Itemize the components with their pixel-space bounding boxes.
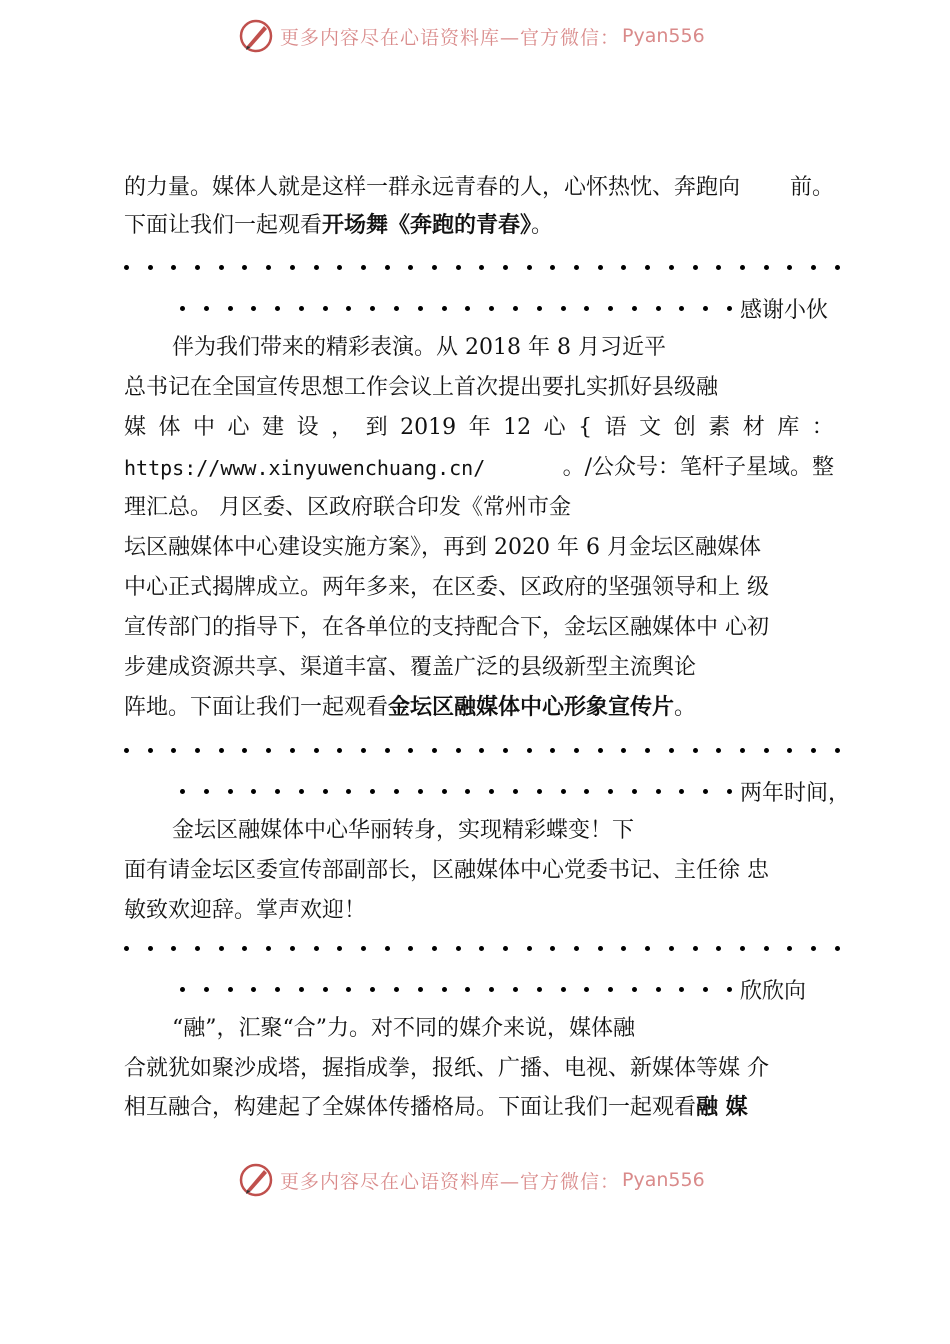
spaced-word: {: [578, 415, 593, 440]
separator-dot: [621, 748, 626, 753]
spaced-word: 体: [158, 415, 181, 440]
separator-dot: [442, 789, 447, 794]
footer-contact-text: Pyan556: [622, 1169, 705, 1191]
separator-dot: [811, 748, 816, 753]
separator-dot: [503, 265, 508, 270]
separator-dot: [561, 306, 566, 311]
separator-dot: [465, 306, 470, 311]
separator-dot: [290, 748, 295, 753]
separator-dot: [180, 789, 185, 794]
separator-dot: [370, 306, 375, 311]
separator-dot: [489, 987, 494, 992]
separator-dot: [465, 789, 470, 794]
separator-dot: [727, 306, 732, 311]
separator-dot: [632, 789, 637, 794]
separator-dot: [219, 946, 224, 951]
separator-dot: [537, 987, 542, 992]
separator-dot: [537, 789, 542, 794]
separator-dot: [598, 748, 603, 753]
spaced-word: 语: [604, 415, 627, 440]
quill-logo-icon: [238, 1162, 274, 1198]
separator-dot: [346, 789, 351, 794]
separator-dot: [228, 789, 233, 794]
separator-dot: [465, 987, 470, 992]
separator-dot: [656, 987, 661, 992]
separator-dot: [346, 987, 351, 992]
separator-dot: [656, 306, 661, 311]
spaced-word: 心: [227, 415, 250, 440]
separator-dot: [703, 789, 708, 794]
separator-dot: [228, 987, 233, 992]
source-url: https://www.xinyuwenchuang.cn/: [124, 456, 486, 480]
separator-dot: [195, 265, 200, 270]
separator-dot: [584, 789, 589, 794]
separator-dot: [251, 987, 256, 992]
separator-dot: [456, 265, 461, 270]
separator-dot: [323, 789, 328, 794]
separator-dot: [740, 946, 745, 951]
separator-dot: [574, 265, 579, 270]
spaced-word: ：: [811, 415, 834, 440]
separator-dot: [479, 748, 484, 753]
separator-dot: [394, 306, 399, 311]
separator-dot: [764, 946, 769, 951]
paragraph-line: 伴为我们带来的精彩表演。从 2018 年 8 月习近平: [172, 335, 666, 360]
separator-dot: [716, 946, 721, 951]
separator-dot: [418, 987, 423, 992]
separator-dot: [148, 265, 153, 270]
separator-dot: [621, 265, 626, 270]
separator-dot: [204, 789, 209, 794]
separator-dot: [418, 789, 423, 794]
separator-dot: [679, 987, 684, 992]
paragraph-line: 步建成资源共享、渠道丰富、覆盖广泛的县级新型主流舆论: [124, 655, 697, 680]
separator-dot: [764, 748, 769, 753]
paragraph-line: 金坛区融媒体中心华丽转身，实现精彩蝶变！下: [172, 818, 635, 843]
separator-dot: [195, 946, 200, 951]
separator-dot: [550, 946, 555, 951]
separator-dot: [266, 265, 271, 270]
separator-dot: [432, 946, 437, 951]
paragraph-line: 坛区融媒体中心建设实施方案》，再到 2020 年 6 月金坛区融媒体: [124, 535, 761, 560]
separator-dot: [513, 987, 518, 992]
separator-dot: [171, 265, 176, 270]
separator-dot: [740, 265, 745, 270]
separator-dot: [669, 946, 674, 951]
separator-dot: [370, 789, 375, 794]
dotted-separator: [124, 262, 840, 272]
separator-dot: [242, 748, 247, 753]
spaced-word: 心: [543, 415, 566, 440]
separator-dot: [408, 265, 413, 270]
separator-dot: [337, 748, 342, 753]
separator-dot: [513, 306, 518, 311]
separator-dot: [550, 265, 555, 270]
separator-dot: [456, 946, 461, 951]
paragraph-line: 理汇总。 月区委、区政府联合印发《常州市金: [124, 495, 571, 520]
separator-dot: [242, 946, 247, 951]
separator-dot: [323, 987, 328, 992]
separator-dot: [314, 946, 319, 951]
separator-dot: [513, 789, 518, 794]
separator-dot: [124, 748, 129, 753]
paragraph-line: 面有请金坛区委宣传部副部长，区融媒体中心党委书记、主任徐 忠: [124, 858, 769, 883]
separator-dot: [394, 789, 399, 794]
separator-dot: [148, 748, 153, 753]
separator-dot: [764, 265, 769, 270]
paragraph-line: 中心正式揭牌成立。两年多来，在区委、区政府的坚强领导和上 级: [124, 575, 769, 600]
spaced-word: 素: [708, 415, 731, 440]
separator-dot: [679, 306, 684, 311]
separator-dot: [314, 265, 319, 270]
separator-dot: [290, 946, 295, 951]
paragraph-line: “融”，汇聚“合”力。对不同的媒介来说，媒体融: [172, 1016, 635, 1041]
paragraph-line: 合就犹如聚沙成塔，握指成拳，报纸、广播、电视、新媒体等媒 介: [124, 1056, 769, 1081]
spaced-word: 设: [296, 415, 319, 440]
separator-dot: [275, 306, 280, 311]
spaced-word: 12: [503, 415, 532, 440]
paragraph-line: 总书记在全国宣传思想工作会议上首次提出要扎实抓好县级融: [124, 375, 719, 400]
separator-dot: [385, 946, 390, 951]
separator-dot: [370, 987, 375, 992]
dotted-separator: [124, 943, 840, 953]
separator-dot: [251, 789, 256, 794]
paragraph-line: https://www.xinyuwenchuang.cn/ 。/公众号：笔杆子星域。整: [124, 455, 834, 480]
separator-dot: [693, 946, 698, 951]
separator-dot: [716, 748, 721, 753]
header-contact-text: Pyan556: [622, 25, 705, 47]
spaced-word: 到: [365, 415, 388, 440]
spaced-word: 创: [673, 415, 696, 440]
header-banner: [238, 16, 705, 56]
separator-dot: [584, 987, 589, 992]
separator-dot: [299, 789, 304, 794]
separator-dot: [361, 946, 366, 951]
separator-dot: [574, 748, 579, 753]
separator-dot: [489, 789, 494, 794]
separator-dot: [645, 946, 650, 951]
separator-dot: [835, 748, 840, 753]
separator-dot: [456, 748, 461, 753]
separator-dot: [148, 946, 153, 951]
paragraph-line: 下面让我们一起观看开场舞《奔跑的青春》。: [124, 213, 554, 238]
separator-dot: [171, 748, 176, 753]
separator-dot: [442, 306, 447, 311]
separator-dot: [266, 946, 271, 951]
spaced-word: 2019: [400, 415, 457, 440]
separator-dot: [219, 748, 224, 753]
separator-dot: [632, 987, 637, 992]
separator-dot: [669, 265, 674, 270]
dotted-lead: 两年时间，: [180, 777, 850, 805]
separator-dot: [727, 789, 732, 794]
separator-dot: [251, 306, 256, 311]
separator-dot: [537, 306, 542, 311]
separator-dot: [527, 946, 532, 951]
separator-dot: [645, 748, 650, 753]
separator-dot: [716, 265, 721, 270]
separator-dot: [503, 946, 508, 951]
separator-dot: [489, 306, 494, 311]
separator-dot: [124, 946, 129, 951]
paragraph-line: 的力量。媒体人就是这样一群永远青春的人，心怀热忱、奔跑向 前。: [124, 175, 834, 200]
separator-dot: [703, 306, 708, 311]
separator-dot: [669, 748, 674, 753]
separator-dot: [787, 265, 792, 270]
separator-dot: [811, 946, 816, 951]
separator-dot: [811, 265, 816, 270]
separator-dot: [679, 789, 684, 794]
dotted-lead: 欣欣向: [180, 975, 806, 1003]
separator-dot: [385, 748, 390, 753]
separator-dot: [479, 946, 484, 951]
separator-dot: [608, 987, 613, 992]
separator-dot: [727, 987, 732, 992]
separator-dot: [598, 946, 603, 951]
separator-dot: [337, 265, 342, 270]
separator-dot: [275, 789, 280, 794]
separator-dot: [561, 789, 566, 794]
separator-dot: [171, 946, 176, 951]
paragraph-line: 宣传部门的指导下，在各单位的支持配合下，金坛区融媒体中 心初: [124, 615, 769, 640]
separator-dot: [242, 265, 247, 270]
dotted-lead: 感谢小伙: [180, 294, 828, 322]
separator-dot: [550, 748, 555, 753]
separator-dot: [385, 265, 390, 270]
separator-dot: [442, 987, 447, 992]
header-brand-text: 更多内容尽在心语资料库—官方微信：: [280, 26, 621, 49]
separator-dot: [180, 987, 185, 992]
separator-dot: [598, 265, 603, 270]
program-title: 金坛区融媒体中心形象宣传片: [388, 695, 675, 720]
paragraph-line: 敏致欢迎辞。掌声欢迎！: [124, 898, 367, 923]
spaced-word: 年: [468, 415, 491, 440]
separator-dot: [479, 265, 484, 270]
separator-dot: [204, 306, 209, 311]
separator-dot: [787, 946, 792, 951]
separator-dot: [180, 306, 185, 311]
separator-dot: [835, 265, 840, 270]
separator-dot: [740, 748, 745, 753]
separator-dot: [299, 987, 304, 992]
separator-dot: [195, 748, 200, 753]
separator-dot: [432, 748, 437, 753]
separator-dot: [408, 946, 413, 951]
separator-dot: [290, 265, 295, 270]
separator-dot: [275, 987, 280, 992]
separator-dot: [346, 306, 351, 311]
separator-dot: [299, 306, 304, 311]
separator-dot: [337, 946, 342, 951]
separator-dot: [608, 789, 613, 794]
separator-dot: [527, 265, 532, 270]
paragraph-line: [124, 414, 834, 442]
separator-dot: [584, 306, 589, 311]
dotted-separator: [124, 745, 840, 755]
separator-dot: [703, 987, 708, 992]
footer-brand-text: 更多内容尽在心语资料库—官方微信：: [280, 1170, 621, 1193]
separator-dot: [408, 748, 413, 753]
footer-banner: [238, 1160, 705, 1200]
paragraph-line: 阵地。下面让我们一起观看金坛区融媒体中心形象宣传片。: [124, 695, 697, 720]
separator-dot: [394, 987, 399, 992]
spaced-word: 媒: [124, 415, 147, 440]
separator-dot: [835, 946, 840, 951]
separator-dot: [561, 987, 566, 992]
separator-dot: [693, 748, 698, 753]
separator-dot: [361, 265, 366, 270]
separator-dot: [418, 306, 423, 311]
separator-dot: [574, 946, 579, 951]
spaced-word: 库: [777, 415, 800, 440]
separator-dot: [621, 946, 626, 951]
spaced-word: 文: [639, 415, 662, 440]
program-title: 开场舞《奔跑的青春》: [322, 213, 532, 238]
separator-dot: [608, 306, 613, 311]
separator-dot: [527, 748, 532, 753]
separator-dot: [432, 265, 437, 270]
separator-dot: [361, 748, 366, 753]
separator-dot: [787, 748, 792, 753]
separator-dot: [204, 987, 209, 992]
separator-dot: [632, 306, 637, 311]
separator-dot: [266, 748, 271, 753]
spaced-word: ，: [331, 415, 354, 440]
separator-dot: [219, 265, 224, 270]
spaced-word: 材: [742, 415, 765, 440]
quill-logo-icon: [238, 18, 274, 54]
separator-dot: [124, 265, 129, 270]
separator-dot: [323, 306, 328, 311]
separator-dot: [693, 265, 698, 270]
separator-dot: [656, 789, 661, 794]
separator-dot: [503, 748, 508, 753]
separator-dot: [314, 748, 319, 753]
paragraph-line: 相互融合，构建起了全媒体传播格局。下面让我们一起观看融 媒: [124, 1095, 748, 1120]
spaced-word: 建: [262, 415, 285, 440]
spaced-word: 中: [193, 415, 216, 440]
program-title: 融 媒: [696, 1095, 748, 1120]
separator-dot: [645, 265, 650, 270]
separator-dot: [228, 306, 233, 311]
